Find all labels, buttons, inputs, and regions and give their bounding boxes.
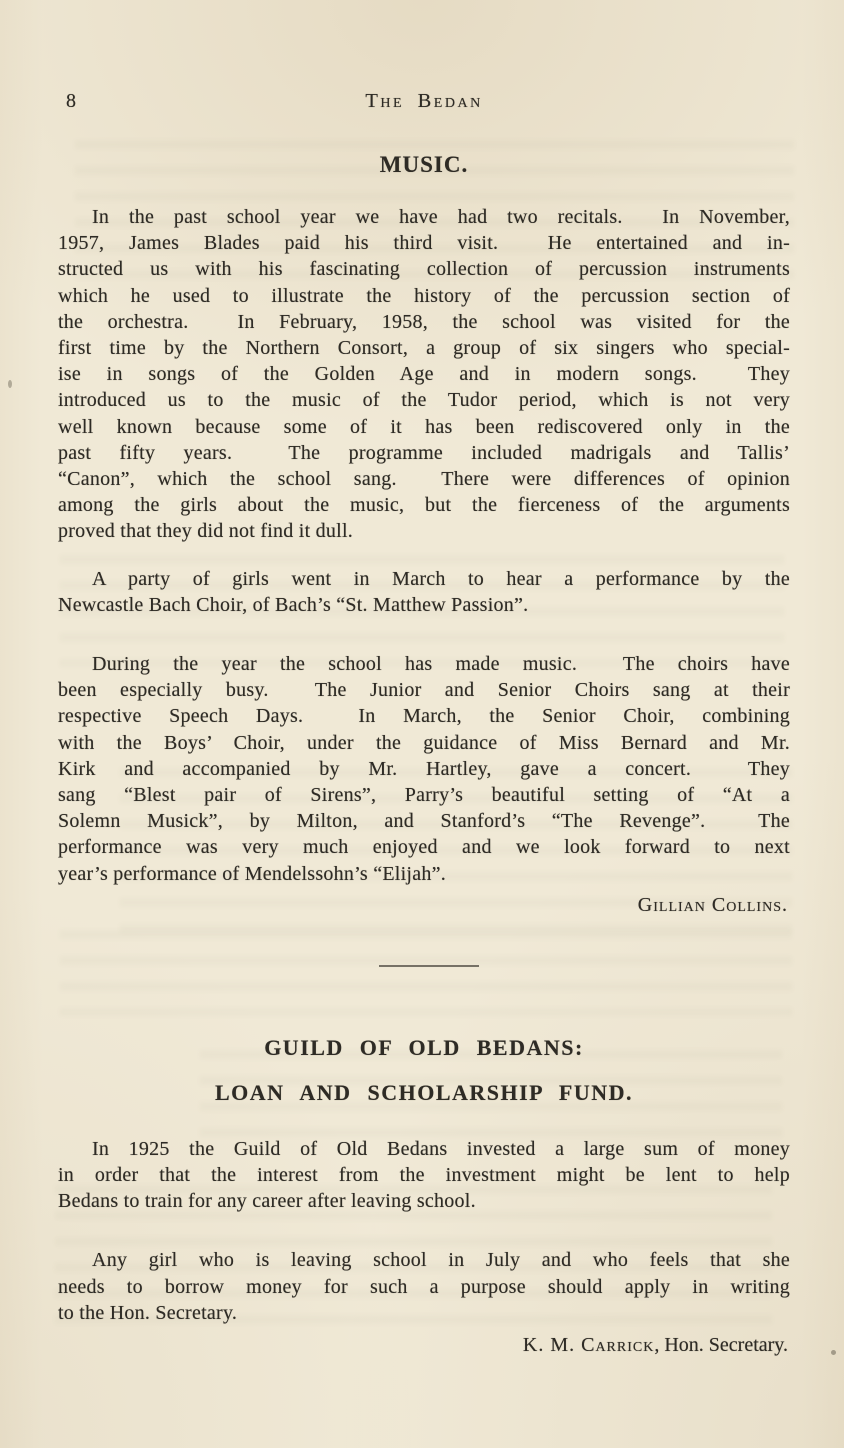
text-line: During the year the school has made music. The choirs have <box>92 653 790 676</box>
text-line: “Canon”, which the school sang. There were differences of opinion <box>58 468 790 491</box>
text-line: introduced us to the music of the Tudor period, which is not very <box>58 389 790 412</box>
signature-carrick <box>58 1332 790 1358</box>
signature-role: , Hon. Secretary. <box>654 1334 788 1357</box>
page-content <box>58 0 790 1358</box>
text-line: Any girl who is leaving school in July and who feels that she <box>92 1249 790 1272</box>
text-line: first time by the Northern Consort, a group of six singers who special- <box>58 337 790 360</box>
text-line: Kirk and accompanied by Mr. Hartley, gave a concert. They <box>58 757 790 780</box>
guild-heading-line2: LOAN AND SCHOLARSHIP FUND. <box>214 1079 634 1105</box>
section-divider <box>379 965 479 967</box>
text-line: A party of girls went in March to hear a performance by the <box>92 567 790 590</box>
text-line: the orchestra. In February, 1958, the school was visited for the <box>58 310 790 333</box>
text-line: sang “Blest pair of Sirens”, Parry’s beautiful setting of “At a <box>58 784 790 807</box>
paragraph-music-2 <box>58 566 790 618</box>
text-line: past fifty years. The programme included madrigals and Tallis’ <box>58 441 790 464</box>
text-line: needs to borrow money for such a purpose should apply in writing <box>58 1275 790 1298</box>
text-line: In 1925 the Guild of Old Bedans invested a large sum of money <box>92 1137 790 1160</box>
text-line: which he used to illustrate the history of the percussion section of <box>58 284 790 307</box>
page-header <box>58 90 790 116</box>
signature-name: Gillian Collins. <box>637 893 788 916</box>
text-line: 1957, James Blades paid his third visit. He entertained and in- <box>58 232 790 255</box>
running-title: The Bedan <box>365 90 483 112</box>
text-line: respective Speech Days. In March, the Senior Choir, combining <box>58 705 790 728</box>
music-heading: MUSIC. <box>379 152 469 177</box>
text-line: year’s performance of Mendelssohn’s “Elijah”. <box>58 862 446 885</box>
guild-heading-line1: GUILD OF OLD BEDANS: <box>264 1034 584 1060</box>
section-music <box>58 152 790 918</box>
text-line: to the Hon. Secretary. <box>58 1301 238 1324</box>
paper-speck <box>831 1350 836 1355</box>
text-line: Solemn Musick”, by Milton, and Stanford’s “The Revenge”. The <box>58 810 790 833</box>
text-line: proved that they did not find it dull. <box>58 520 354 543</box>
signature-gillian-collins <box>58 892 790 918</box>
page-number: 8 <box>66 90 76 112</box>
text-line: In the past school year we have had two recitals. In November, <box>92 206 790 228</box>
paragraph-guild-1 <box>58 1136 790 1215</box>
signature-name: K. M. Carrick <box>522 1334 655 1357</box>
text-line: Newcastle Bach Choir, of Bach’s “St. Matthew Passion”. <box>58 593 529 616</box>
text-line: ise in songs of the Golden Age and in modern songs. They <box>58 363 790 386</box>
paper-speck <box>8 380 12 388</box>
text-line: performance was very much enjoyed and we look forward to next <box>58 836 790 859</box>
section-guild <box>58 1035 790 1358</box>
paragraph-guild-2 <box>58 1247 790 1326</box>
text-line: well known because some of it has been rediscovered only in the <box>58 415 790 438</box>
text-line: been especially busy. The Junior and Senior Choirs sang at their <box>58 679 790 702</box>
paragraph-music-3 <box>58 651 790 887</box>
text-line: with the Boys’ Choir, under the guidance of Miss Bernard and Mr. <box>58 731 790 754</box>
text-line: among the girls about the music, but the fierceness of the arguments <box>58 494 790 517</box>
text-line: structed us with his fascinating collection of percussion instruments <box>58 258 790 281</box>
text-line: Bedans to train for any career after leaving school. <box>58 1190 476 1213</box>
paragraph-music-1 <box>58 204 790 545</box>
text-line: in order that the interest from the investment might be lent to help <box>58 1164 790 1187</box>
